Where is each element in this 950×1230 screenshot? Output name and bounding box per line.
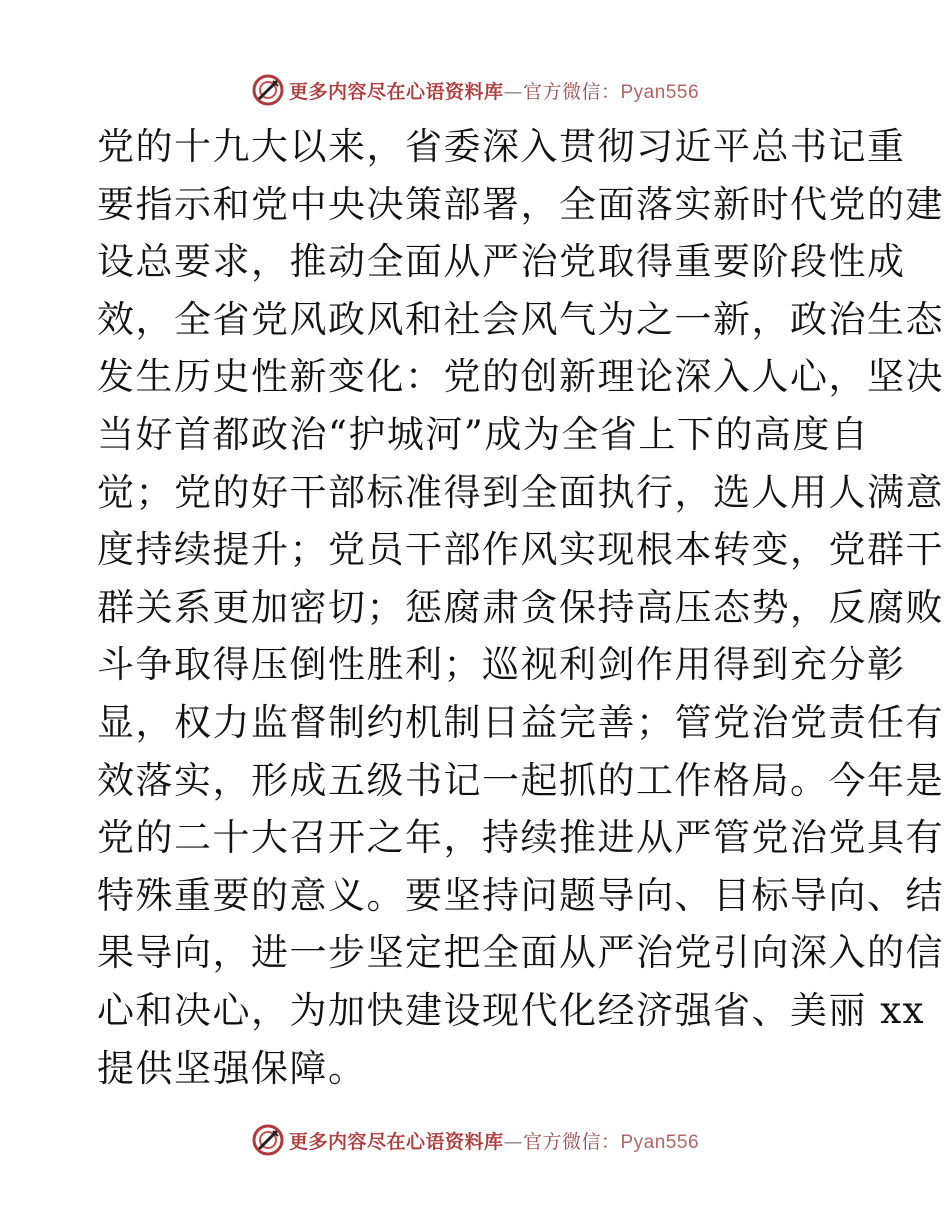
text-line: 提供坚强保障。 [97,1046,367,1090]
text-line: 要指示和党中央决策部署，全面落实新时代党的建 [97,182,944,226]
banner-main-text: 更多内容尽在心语资料库 [288,80,504,103]
text-line: 党的十九大以来，省委深入贯彻习近平总书记重 [97,125,906,168]
text-line: 特殊重要的意义。要坚持问题导向、目标导向、结 [97,873,944,917]
text-line: 觉；党的好干部标准得到全面执行，选人用人满意 [97,470,944,514]
text-line: 斗争取得压倒性胜利；巡视利剑作用得到充分彰 [97,643,906,687]
banner-wechat-label: 官方微信： [522,1130,621,1153]
text-line: 设总要求，推动全面从严治党取得重要阶段性成 [97,240,906,284]
text-line: 当好首都政治“护城河”成为全省上下的高度自 [97,412,870,456]
text-line: 心和决心，为加快建设现代化经济强省、美丽 xx [97,988,925,1032]
banner-wechat-id: Pyan556 [620,1131,700,1153]
text-line: 果导向，进一步坚定把全面从严治党引向深入的信 [97,931,944,975]
text-line: 效落实，形成五级书记一起抓的工作格局。今年是 [97,758,944,802]
text-line: 群关系更加密切；惩腐肃贪保持高压态势，反腐败 [97,585,944,629]
banner-separator: — [503,80,523,103]
text-line: 发生历史性新变化：党的创新理论深入人心，坚决 [97,355,944,399]
header-banner [0,70,950,110]
seal-logo-icon [251,73,285,107]
banner-separator: — [503,1130,523,1153]
banner-wechat-label: 官方微信： [522,80,621,103]
document-body [97,118,944,1097]
text-line: 效，全省党风政风和社会风气为之一新，政治生态 [97,297,944,341]
seal-logo-icon [251,1123,285,1157]
banner-wechat-id: Pyan556 [620,81,700,103]
text-line: 显，权力监督制约机制日益完善；管党治党责任有 [97,700,944,744]
text-line: 党的二十大召开之年，持续推进从严管党治党具有 [97,816,944,860]
footer-banner [0,1120,950,1160]
banner-main-text: 更多内容尽在心语资料库 [288,1130,504,1153]
text-line: 度持续提升；党员干部作风实现根本转变，党群干 [97,528,944,572]
